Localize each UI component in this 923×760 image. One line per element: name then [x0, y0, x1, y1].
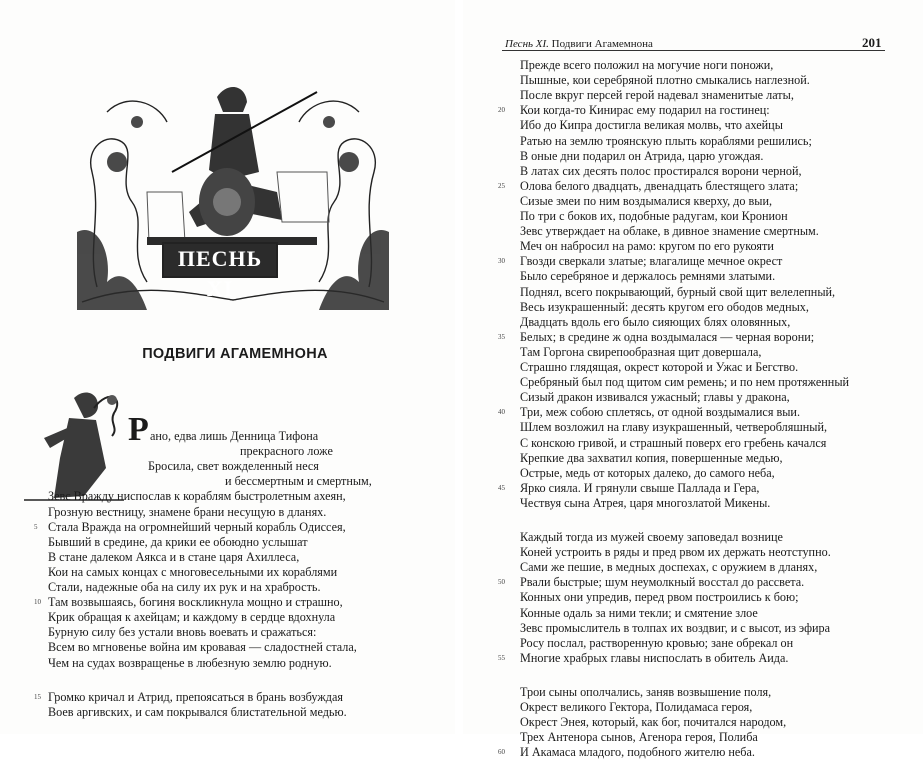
verse-line: Всем во мгновенье война им кровавая — сладостней стала, [48, 640, 357, 655]
verse-line: Белых; в средине ж одна воздымалася — черная ворони; [520, 329, 815, 344]
verse-line: Бросила, свет вожделенный неся [148, 459, 319, 474]
verse-line: Зевс утверждает на облаке, в дивное знамение смертным. [520, 224, 819, 239]
verse-line: Кои когда-то Кинирас ему подарил на гостинец: [520, 103, 770, 118]
verse-line: Было серебряное и держалось ремнями златыми. [520, 269, 776, 284]
verse-line: Трои сыны ополчались, заняв возвышение поля, [520, 684, 772, 699]
verse-line: Окрест великого Гектора, Полидамаса героя, [520, 700, 753, 714]
line-number: 45 [498, 483, 505, 492]
verse-line: Страшно глядящая, окрест которой и Ужас и Бегство. [520, 360, 799, 374]
verse-line: В оные дни подарил он Атрида, царю угождая. [520, 148, 764, 163]
verse-line: Рвали быстрые; шум неумолкный восстал до рассвета. [520, 575, 805, 590]
line-number: 10 [34, 598, 41, 607]
line-number: 5 [34, 522, 38, 531]
verse-line: Там Горгона свирепообразная щит довершала, [520, 344, 762, 359]
verse-line: Кои на самых концах с многовесельными их кораблями [48, 564, 338, 579]
verse-line: и бессмертным и смертным, [225, 474, 372, 489]
running-head-title: Подвиги Агамемнона [551, 38, 653, 50]
verse-line: Шлем возложил на главу изукрашенный, четверобляшный, [520, 420, 828, 435]
verse-line: Гвозди сверкали златые; влагалище мечное окрест [520, 254, 783, 269]
verse-line: И Акамаса младого, подобного жителю неба. [520, 745, 755, 760]
running-head-rule [502, 50, 885, 51]
verse-line: Сизые змеи по ним воздымалися кверху, до выи, [520, 193, 773, 208]
drop-capital: Р [128, 411, 149, 448]
line-number: 30 [498, 257, 505, 266]
line-number: 55 [498, 653, 505, 662]
left-page [0, 0, 455, 734]
verse-line: Коней устроить в ряды и пред рвом их держать неотступно. [520, 545, 831, 560]
verse-line: Крик обращая к ахейцам; и каждому в сердце вдохнула [48, 610, 336, 625]
line-number: 25 [498, 181, 505, 190]
verse-line: После вкруг персей герой надевал знаменитые латы, [520, 88, 794, 103]
verse-line: Многие храбрых главы ниспослать в обитель Аида. [520, 650, 789, 665]
verse-line: ано, едва лишь Денница Тифона [150, 429, 319, 443]
verse-line: Грозную вестницу, знамене брани несущую в дланях. [48, 504, 327, 519]
verse-line: Сребряный был под щитом сим ремень; и по нем протяженный [520, 375, 850, 390]
verse-line: Стали, надежные оба на силу их рук и на храбрость. [48, 580, 321, 594]
verse-line: Конных они упредив, перед рвом построились к бою; [520, 590, 799, 605]
chapter-title: ПОДВИГИ АГАМЕМНОНА [142, 346, 328, 362]
verse-line: Сизый дракон извивался ужасный; главы у дракона, [520, 390, 790, 405]
verse-line: Там возвышаясь, богиня воскликнула мощно и страшно, [48, 595, 343, 610]
verse-line: Стала Вражда на огромнейший черный корабль Одиссея, [48, 519, 346, 534]
verse-line: Чествуя сына Атрея, царя многозлатой Микены. [520, 495, 771, 510]
verse-line: Бурную силу без устали вновь воевать и сражаться: [48, 625, 317, 640]
verse-line: Трех Антенора сынов, Агенора героя, Полиба [520, 730, 758, 745]
verse-line: Зевс промыслитель в толпах их воздвиг, и с высот, из эфира [520, 620, 831, 635]
verse-line: Зевс Вражду ниспослав к кораблям быстролетным ахеян, [48, 489, 346, 504]
running-head-song: Песнь XI. [505, 38, 549, 50]
verse-line: Каждый тогда из мужей своему заповедал вознице [520, 530, 783, 544]
line-number: 15 [34, 692, 41, 701]
running-head [505, 38, 653, 50]
verse-line: Конные одаль за ними текли; и смятение злое [520, 605, 758, 620]
verse-line: Двадцать вдоль его было сияющих блях оловянных, [520, 314, 791, 329]
verse-line: В латах сих десять полос простирался ворони черной, [520, 163, 802, 178]
verse-line: Росу послал, растворенную кровью; зане обрекал он [520, 635, 794, 650]
verse-line: По три с боков их, подобные радугам, кои Кронион [520, 209, 788, 223]
verse-line: В стане далеком Аякса и в стане царя Ахиллеса, [48, 549, 300, 564]
verse-line: С конскою гривой, и страшный поверх его гребень качался [520, 435, 827, 450]
verse-line: прекрасного ложе [240, 444, 333, 459]
verse-line: Бывший в средине, да крики ее обоюдно услышат [48, 534, 308, 549]
verse-line: Меч он набросил на рамо: кругом по его рукояти [520, 239, 774, 254]
verse-line: Чем на судах возвращенье в любезную землю родную. [48, 655, 332, 670]
verse-line: Поднял, всего покрывающий, бурный свой щит велелепный, [520, 284, 836, 299]
verse-line: Ибо до Кипра достигла великая молвь, что ахейцы [520, 118, 783, 133]
verse-line: Ратью на землю троянскую плыть кораблями решились; [520, 133, 812, 148]
page-number: 201 [862, 35, 882, 50]
verse-line: Крепкие два захватил копия, повершенные медью, [520, 450, 783, 465]
verse-line: Острые, медь от которых далеко, до самого неба, [520, 465, 775, 480]
verse-line: Пышные, кои серебряной плотно смыкались наглезной. [520, 73, 810, 88]
goddess-strife-illustration [14, 378, 130, 502]
line-number: 40 [498, 408, 505, 417]
verse-line: Сами же пешие, в медных доспехах, с оружием в дланях, [520, 560, 818, 575]
line-number: 20 [498, 106, 505, 115]
verse-line: Громко кричал и Атрид, препоясаться в брань возбуждая [48, 689, 343, 704]
verse-line: Весь изукрашенный: десять кругом его ободов медных, [520, 299, 809, 314]
line-number: 50 [498, 578, 505, 587]
verse-line: Олова белого двадцать, двенадцать блестящего злата; [520, 178, 799, 193]
verse-line: Воев аргивских, и сам покрывался блистательной медью. [48, 704, 347, 719]
verse-line: Ярко сияла. И грянули свыше Паллада и Гера, [520, 480, 760, 495]
line-number: 35 [498, 332, 505, 341]
line-number: 60 [498, 748, 505, 757]
verse-line: Прежде всего положил на могучие ноги поножи, [520, 58, 774, 72]
song-number-plate: ПЕСНЬ XI [162, 242, 278, 278]
verse-line: Три, меж собою сплетясь, от одной воздымалися выи. [520, 405, 800, 420]
verse-line: Окрест Энея, который, как бог, почитался народом, [520, 715, 787, 730]
